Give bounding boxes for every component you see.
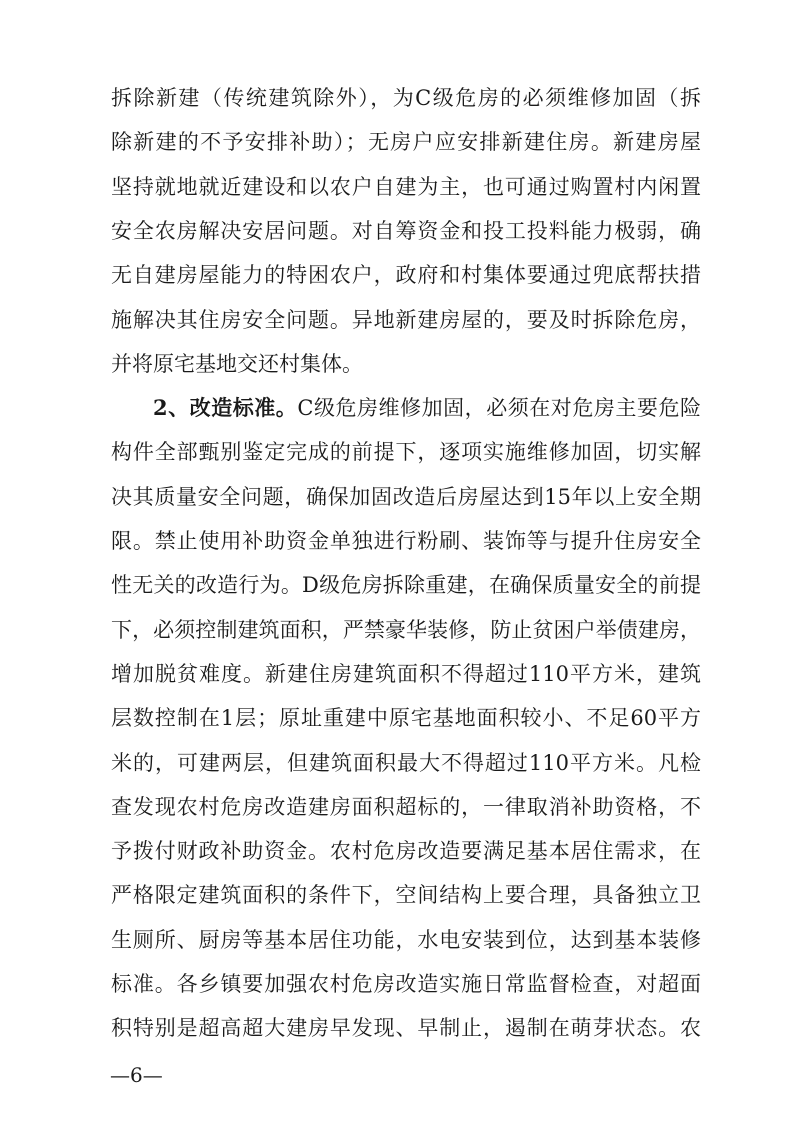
- section-2-first-line: [153, 393, 701, 423]
- body-line: 坚持就地就近建设和以农户自建为主，也可通过购置村内闲置: [111, 174, 701, 199]
- body-line: 米的，可建两层，但建筑面积最大不得超过110平方米。凡检: [111, 750, 701, 775]
- body-line: 安全农房解决安居问题。对自筹资金和投工投料能力极弱，确: [111, 218, 701, 243]
- body-line: 构件全部甄别鉴定完成的前提下，逐项实施维修加固，切实解: [111, 440, 701, 465]
- body-line: 除新建的不予安排补助）；无房户应安排新建住房。新建房屋: [111, 130, 701, 155]
- section-first-line-text: C级危房维修加固，必须在对危房主要危险: [297, 396, 701, 421]
- body-line: 性无关的改造行为。D级危房拆除重建，在确保质量安全的前提: [111, 573, 701, 598]
- body-line: 积特别是超高超大建房早发现、早制止，遏制在萌芽状态。农: [111, 1016, 701, 1041]
- body-line: 下，必须控制建筑面积，严禁豪华装修，防止贫困户举债建房，: [111, 617, 701, 642]
- body-line: 施解决其住房安全问题。异地新建房屋的，要及时拆除危房，: [111, 307, 701, 332]
- body-line: 生厕所、厨房等基本居住功能，水电安装到位，达到基本装修: [111, 927, 701, 952]
- body-line: 限。禁止使用补助资金单独进行粉刷、装饰等与提升住房安全: [111, 529, 701, 553]
- body-line: 严格限定建筑面积的条件下，空间结构上要合理，具备独立卫: [111, 883, 701, 908]
- body-line: 决其质量安全问题，确保加固改造后房屋达到15年以上安全期: [111, 484, 701, 509]
- body-line: 增加脱贫难度。新建住房建筑面积不得超过110平方米，建筑: [111, 661, 701, 686]
- section-heading: 2、改造标准。: [153, 395, 298, 421]
- body-line: 予拨付财政补助资金。农村危房改造要满足基本居住需求，在: [111, 839, 701, 864]
- page-number: —6—: [110, 1062, 163, 1087]
- body-line: 层数控制在1层；原址重建中原宅基地面积较小、不足60平方: [111, 706, 701, 731]
- body-line: 无自建房屋能力的特困农户，政府和村集体要通过兜底帮扶措: [111, 263, 701, 288]
- body-line: 标准。各乡镇要加强农村危房改造实施日常监督检查，对超面: [111, 972, 701, 996]
- body-line: 查发现农村危房改造建房面积超标的，一律取消补助资格，不: [111, 794, 701, 819]
- body-line: 并将原宅基地交还村集体。: [111, 351, 363, 376]
- body-line: 拆除新建（传统建筑除外），为C级危房的必须维修加固（拆: [111, 86, 701, 110]
